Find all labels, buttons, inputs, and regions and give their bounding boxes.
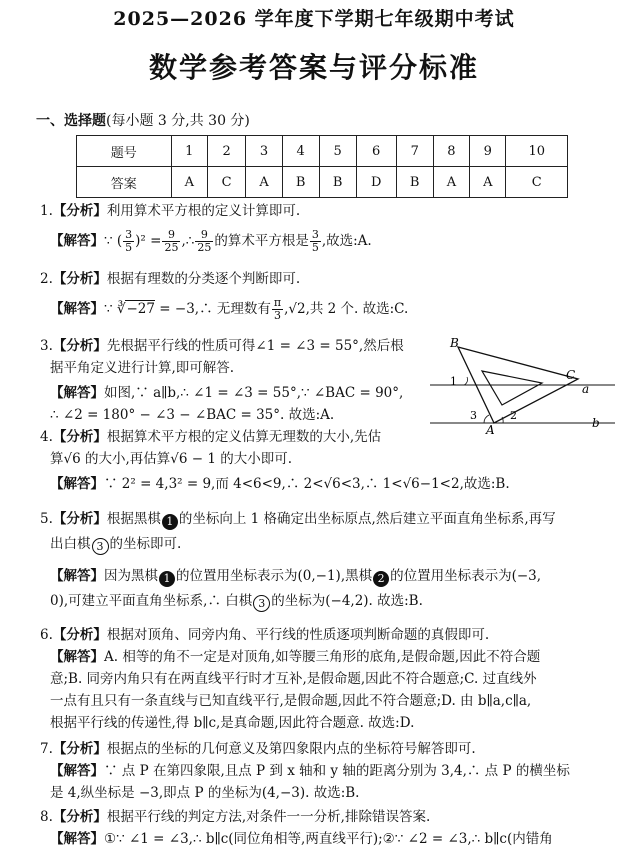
question-number: 2. xyxy=(40,271,53,287)
numerator: π xyxy=(273,296,282,309)
table-cell: 6 xyxy=(356,136,396,167)
solution-text: 如图,∵ a∥b,∴ ∠1 = ∠3 = 55°,∵ ∠BAC = 90°, xyxy=(104,385,404,401)
solution-text: 的算术平方根是 xyxy=(214,233,309,249)
solution-text: 根据平行线的传递性,得 b∥c,是真命题,因此符合题意. 故选:D. xyxy=(50,715,415,731)
solution-text: 的位置用坐标表示为(−3, xyxy=(390,568,542,584)
q3-analysis xyxy=(40,335,420,357)
analysis-text: 算√6 的大小,再估算√6 − 1 的大小即可. xyxy=(50,451,293,467)
table-cell: 5 xyxy=(319,136,356,167)
solution-text: ∵ ( xyxy=(104,233,123,249)
radicand: −27 xyxy=(126,301,155,317)
q2-analysis xyxy=(40,268,616,290)
table-cell: B xyxy=(396,167,433,198)
q2-solution xyxy=(40,297,616,322)
numerator: 3 xyxy=(311,228,319,241)
solution-text: ,√2,共 2 个. 故选:C. xyxy=(284,301,409,317)
analysis-text: 根据平行线的判定方法,对条件一一分析,排除错误答案. xyxy=(106,809,431,825)
numerator: 9 xyxy=(162,229,180,242)
question-2 xyxy=(40,268,616,322)
angle-1-arc xyxy=(464,377,468,385)
question-number: 5. xyxy=(40,511,53,527)
exam-title: 2025—2026 学年度下学期七年级期中考试 xyxy=(113,8,515,30)
analysis-tag: 【分析】 xyxy=(52,338,107,354)
solution-tag: 【解答】 xyxy=(50,568,104,584)
row-label: 题号 xyxy=(77,136,172,167)
question-6 xyxy=(40,624,616,734)
analysis-tag: 【分析】 xyxy=(52,511,107,527)
question-7 xyxy=(40,738,616,804)
fraction xyxy=(272,297,283,322)
solution-text: ∴ ∠2 = 180° − ∠3 − ∠BAC = 35°. 故选:A. xyxy=(50,407,335,423)
label-a: a xyxy=(582,382,590,396)
black-piece-icon: 1 xyxy=(159,571,175,587)
angle-3-arc xyxy=(484,415,489,423)
q6-analysis xyxy=(40,624,616,646)
fraction xyxy=(123,229,134,254)
row-label: 答案 xyxy=(77,167,172,198)
question-number: 4. xyxy=(40,429,53,445)
solution-tag: 【解答】 xyxy=(50,649,104,665)
table-cell: 10 xyxy=(506,136,568,167)
section-heading xyxy=(36,110,250,130)
analysis-tag: 【分析】 xyxy=(52,271,107,287)
question-number: 1. xyxy=(40,203,53,219)
solution-text: ∵ 2² = 4,3² = 9,而 4<6<9,∴ 2<√6<3,∴ 1<√6−1<2,故选:B. xyxy=(104,476,510,492)
table-cell: 3 xyxy=(246,136,282,167)
label-3: 3 xyxy=(470,409,477,422)
solution-text: 意;B. 同旁内角只有在两直线平行时才互补,是假命题,因此不符合题意;C. 过直线外 xyxy=(50,671,537,687)
section-title: 一、选择题 xyxy=(36,113,106,129)
white-piece-icon: 3 xyxy=(253,595,270,612)
solution-text: = −3,∴ 无理数有 xyxy=(154,301,271,317)
question-number: 7. xyxy=(40,741,53,757)
analysis-text: 先根据平行线的性质可得∠1 = ∠3 = 55°,然后根 xyxy=(106,338,404,354)
q7-solution xyxy=(40,760,616,782)
table-cell: A xyxy=(470,167,506,198)
q6-solution xyxy=(40,646,616,668)
solution-text: )² = xyxy=(135,233,162,249)
solution-text: 的位置用坐标表示为(0,−1),黑棋 xyxy=(176,568,373,584)
table-cell: A xyxy=(246,167,282,198)
solution-tag: 【解答】 xyxy=(50,476,104,492)
fraction xyxy=(195,229,213,254)
label-C: C xyxy=(566,368,576,382)
q7-analysis xyxy=(40,738,616,760)
solution-text: 是 4,纵坐标是 −3,即点 P 的坐标为(4,−3). 故选:B. xyxy=(50,785,360,801)
analysis-text: 根据算术平方根的定义估算无理数的大小,先估 xyxy=(106,429,382,445)
analysis-tag: 【分析】 xyxy=(52,741,107,757)
answer-key-title: 数学参考答案与评分标准 xyxy=(148,51,479,84)
question-8 xyxy=(40,806,616,850)
label-A: A xyxy=(486,423,495,435)
q3-figure xyxy=(420,335,620,435)
black-piece-icon: 2 xyxy=(373,571,389,587)
numerator: 9 xyxy=(195,229,213,242)
q8-analysis xyxy=(40,806,616,828)
solution-text: ∵ ∛ xyxy=(104,301,126,317)
analysis-text: 根据有理数的分类逐个判断即可. xyxy=(106,271,301,287)
solution-text: 一点有且只有一条直线与已知直线平行,是假命题,因此不符合题意;D. 由 b∥a,c∥a, xyxy=(50,693,532,709)
black-piece-icon: 1 xyxy=(162,514,178,530)
solution-tag: 【解答】 xyxy=(50,301,104,317)
solution-text: ,故选:A. xyxy=(321,233,372,249)
q4-solution xyxy=(40,473,616,495)
fraction xyxy=(162,229,180,254)
table-cell: 4 xyxy=(282,136,319,167)
q5-solution-cont xyxy=(40,590,616,612)
analysis-text: 利用算术平方根的定义计算即可. xyxy=(106,203,301,219)
solution-tag: 【解答】 xyxy=(50,233,104,249)
denominator: 25 xyxy=(164,241,179,254)
table-cell: C xyxy=(207,167,245,198)
table-cell: 1 xyxy=(171,136,207,167)
question-number: 3. xyxy=(40,338,53,354)
table-row xyxy=(77,167,568,198)
question-1 xyxy=(40,200,616,254)
analysis-text: 根据对顶角、同旁内角、平行线的性质逐项判断命题的真假即可. xyxy=(106,627,490,643)
q8-solution xyxy=(40,828,616,850)
table-cell: 9 xyxy=(470,136,506,167)
denominator: 3 xyxy=(273,309,281,322)
section-note: (每小题 3 分,共 30 分) xyxy=(106,113,250,129)
label-2: 2 xyxy=(510,409,517,422)
q4-analysis xyxy=(40,426,616,448)
inner-triangle xyxy=(482,371,542,405)
analysis-text: 根据黑棋 xyxy=(106,511,161,527)
solution-tag: 【解答】 xyxy=(50,385,104,401)
solution-tag: 【解答】 xyxy=(50,831,104,847)
analysis-text: 根据点的坐标的几何意义及第四象限内点的坐标符号解答即可. xyxy=(106,741,476,757)
white-piece-icon: 3 xyxy=(92,538,109,555)
table-cell: B xyxy=(319,167,356,198)
q3-solution xyxy=(40,382,420,404)
q5-analysis-cont xyxy=(40,533,616,555)
question-number: 8. xyxy=(40,809,53,825)
solution-text: ,∴ xyxy=(181,233,195,249)
numerator: 3 xyxy=(125,228,133,241)
question-number: 6. xyxy=(40,627,53,643)
denominator: 25 xyxy=(197,241,212,254)
table-cell: 2 xyxy=(207,136,245,167)
denominator: 5 xyxy=(311,241,319,254)
solution-text: 0),可建立平面直角坐标系,∴ 白棋 xyxy=(50,593,253,609)
solution-text: 因为黑棋 xyxy=(104,568,158,584)
analysis-tag: 【分析】 xyxy=(52,809,107,825)
table-cell: B xyxy=(282,167,319,198)
analysis-text: 的坐标即可. xyxy=(109,536,182,552)
answer-table xyxy=(76,135,568,198)
table-cell: C xyxy=(506,167,568,198)
solution-text: 的坐标为(−4,2). 故选:B. xyxy=(271,593,423,609)
q5-solution xyxy=(40,565,616,587)
analysis-text: 的坐标向上 1 格确定出坐标原点,然后建立平面直角坐标系,再写 xyxy=(178,511,556,527)
fraction xyxy=(310,229,321,254)
question-3 xyxy=(40,335,420,426)
q5-analysis xyxy=(40,508,616,530)
analysis-tag: 【分析】 xyxy=(52,627,107,643)
analysis-text: 出白棋 xyxy=(50,536,91,552)
solution-text: ①∵ ∠1 = ∠3,∴ b∥c(同位角相等,两直线平行);②∵ ∠2 = ∠3,∴ b∥c(内错角 xyxy=(104,831,553,847)
table-cell: 8 xyxy=(433,136,469,167)
analysis-tag: 【分析】 xyxy=(52,203,107,219)
label-B: B xyxy=(450,336,459,350)
denominator: 5 xyxy=(125,241,133,254)
solution-tag: 【解答】 xyxy=(50,763,104,779)
analysis-tag: 【分析】 xyxy=(52,429,107,445)
solution-text: A. 相等的角不一定是对顶角,如等腰三角形的底角,是假命题,因此不符合题 xyxy=(104,649,541,665)
solution-text: ∵ 点 P 在第四象限,且点 P 到 x 轴和 y 轴的距离分别为 3,4,∴ 点 P 的横坐标 xyxy=(104,763,570,779)
question-4 xyxy=(40,426,616,495)
table-cell: A xyxy=(171,167,207,198)
q1-analysis xyxy=(40,200,616,222)
table-row xyxy=(77,136,568,167)
q1-solution xyxy=(40,229,616,254)
analysis-text: 据平角定义进行计算,即可解答. xyxy=(50,360,235,376)
table-cell: A xyxy=(433,167,469,198)
table-cell: D xyxy=(356,167,396,198)
question-5 xyxy=(40,508,616,612)
table-cell: 7 xyxy=(396,136,433,167)
label-b: b xyxy=(592,416,600,430)
label-1: 1 xyxy=(450,375,457,388)
